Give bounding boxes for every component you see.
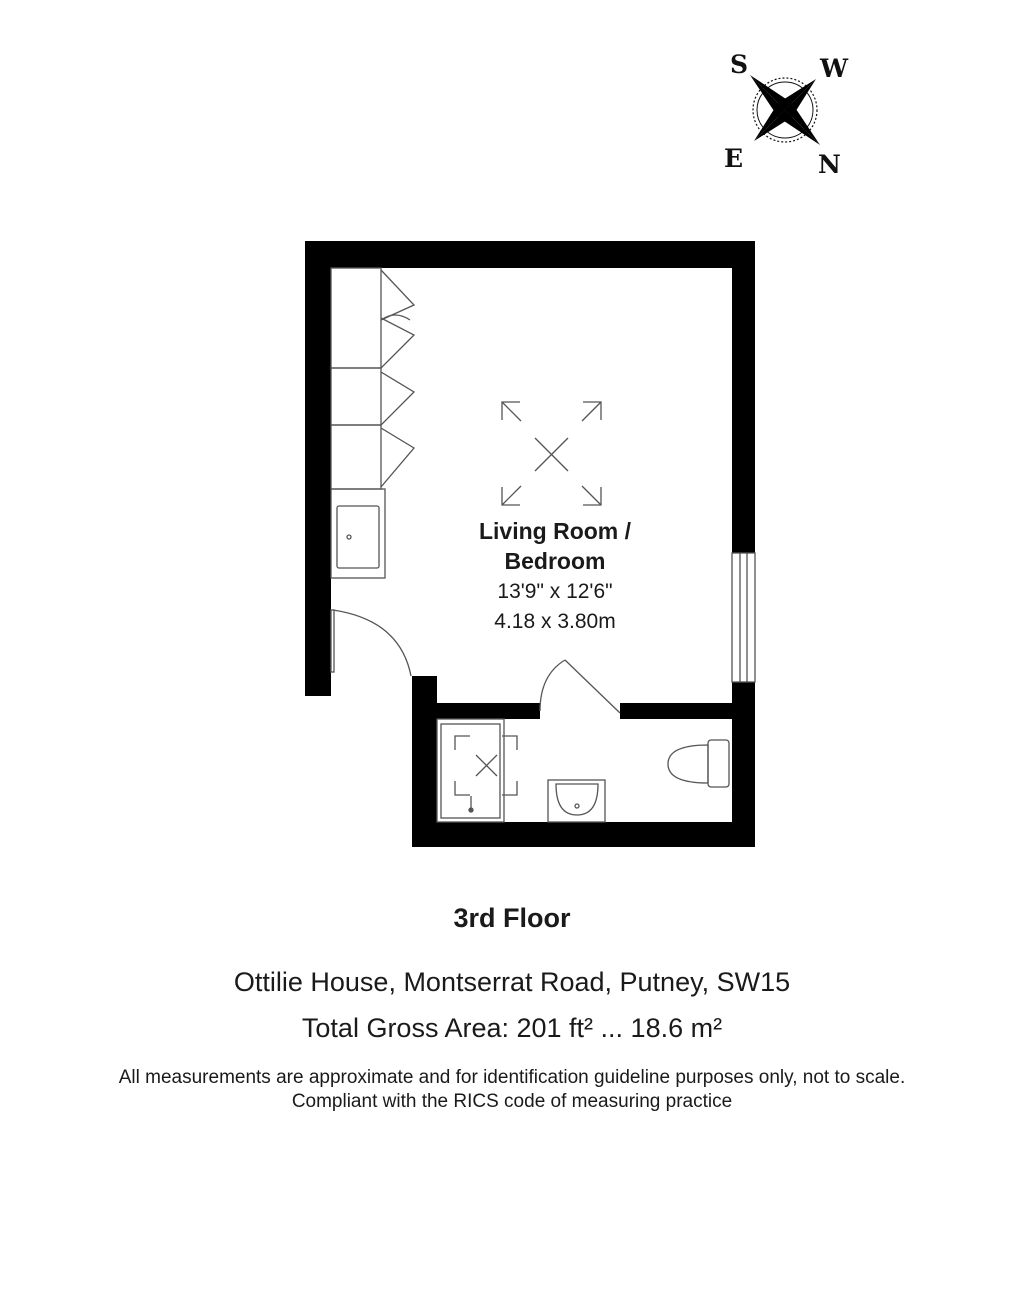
room-name-line1: Living Room / xyxy=(478,518,632,544)
room-name-line2: Bedroom xyxy=(504,548,606,574)
room-name xyxy=(430,516,680,576)
floor-label: 3rd Floor xyxy=(453,903,571,933)
room-dimensions xyxy=(430,577,680,637)
wall-left-upper xyxy=(305,241,331,696)
total-gross-area: Total Gross Area: 201 ft² ... 18.6 m² xyxy=(301,1013,723,1043)
compass-s: S xyxy=(730,50,749,79)
shower xyxy=(437,719,517,822)
disclaimer-line1: All measurements are approximate and for identification guideline purposes only, not to scale. xyxy=(118,1067,906,1088)
compass-w: W xyxy=(820,54,849,83)
partition-left xyxy=(412,703,540,719)
bathroom-door xyxy=(540,660,620,713)
disclaimer xyxy=(0,1066,1024,1114)
partition-right xyxy=(620,703,755,719)
skylight xyxy=(502,402,601,505)
window xyxy=(732,553,755,682)
wall-right-upper xyxy=(732,241,755,553)
room-dim-imperial: 13'9" x 12'6" xyxy=(497,580,613,603)
wall-bath-left xyxy=(412,676,437,847)
sink xyxy=(331,489,385,578)
compass-n: N xyxy=(818,150,841,179)
entrance-door xyxy=(331,610,411,676)
property-address: Ottilie House, Montserrat Road, Putney, SW15 xyxy=(233,967,791,997)
wardrobes xyxy=(331,268,414,489)
wash-basin xyxy=(548,780,605,822)
compass-e: E xyxy=(724,144,744,173)
wall-top xyxy=(305,241,755,268)
room-dim-metric: 4.18 x 3.80m xyxy=(494,610,616,633)
wall-bottom xyxy=(412,822,755,847)
disclaimer-line2: Compliant with the RICS code of measuring practice xyxy=(291,1091,733,1112)
toilet xyxy=(668,740,729,787)
